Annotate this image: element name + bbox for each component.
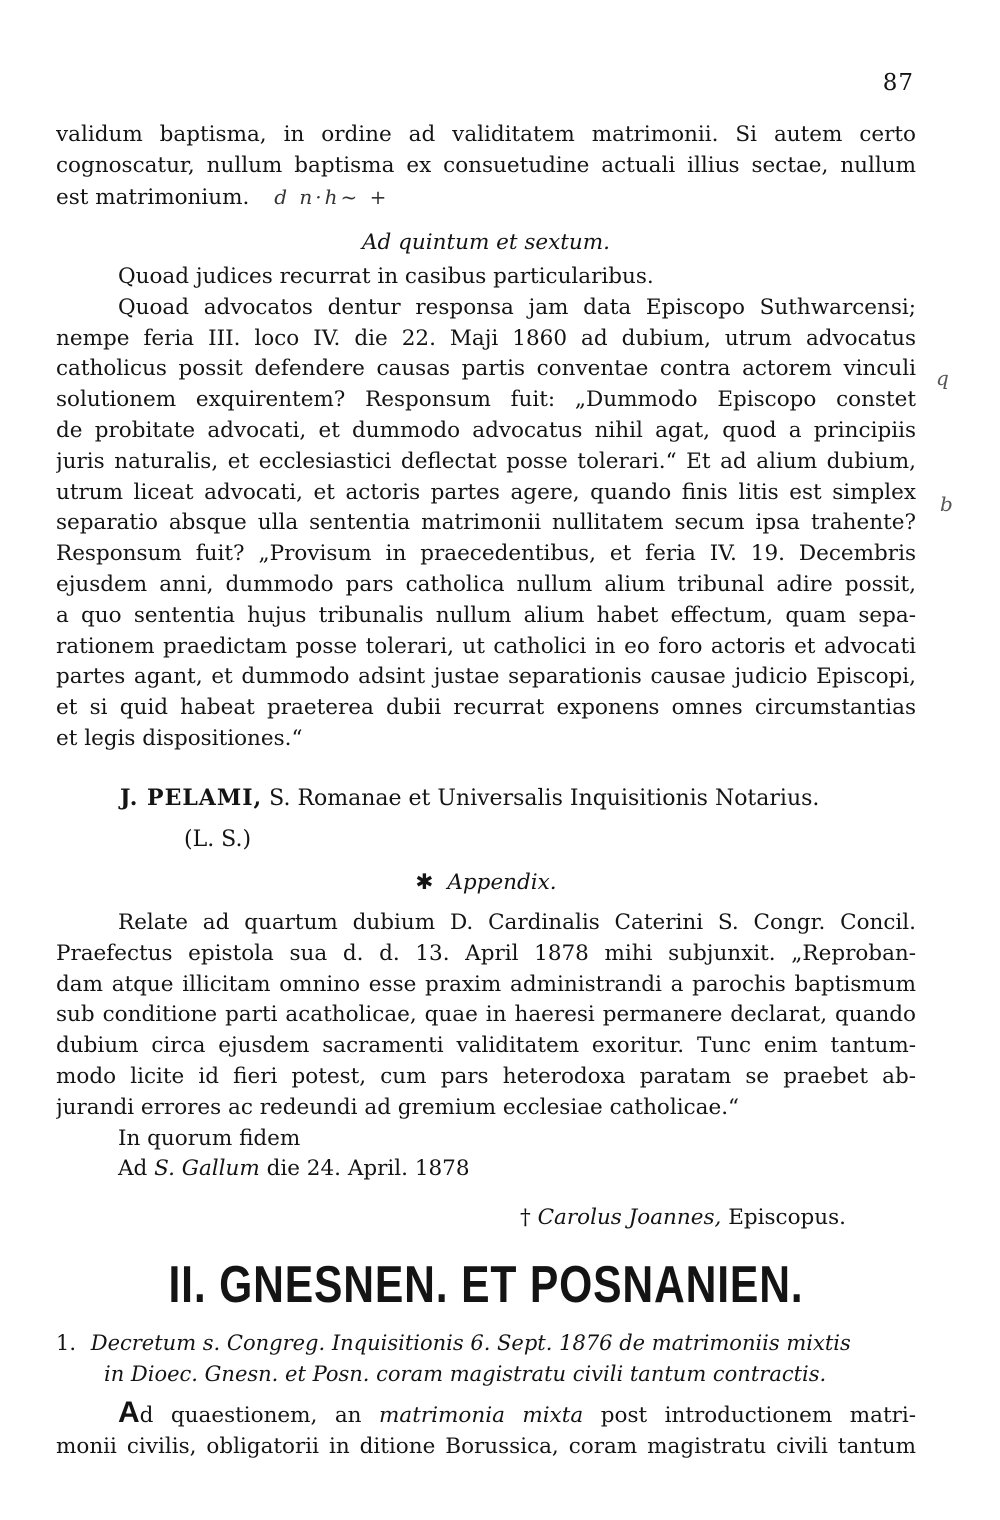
decree-text: Decretum s. Congreg. Inquisitionis 6. Sept. 1876 de matrimoniis mixtis [90, 1331, 851, 1355]
decree-line: in Dioec. Gnesn. et Posn. coram magistratu civili tantum contractis. [104, 1361, 827, 1386]
text-run: d quaestionem, an [139, 1403, 362, 1428]
handwritten-annotation: d n·h~ + [274, 184, 390, 209]
text-line [56, 182, 916, 213]
signature-line [120, 785, 819, 811]
appendix-heading [56, 868, 916, 899]
text-line: catholicus possit defendere causas partis conventae contra actorem vinculi [56, 356, 916, 382]
text-line: cognoscatur, nullum baptisma ex consuetudine actuali illius sectae, nullum [56, 152, 916, 178]
date-text: die 24. April. 1878 [266, 1156, 470, 1182]
text-line: dam atque illicitam omnino esse praxim administrandi a parochis baptismum [56, 971, 916, 997]
paragraph-quaestionem [56, 1398, 916, 1463]
text-line: monii civilis, obligatorii in ditione Borussica, coram magistratu civili tantum [56, 1434, 916, 1459]
text-line: a quo sententia hujus tribunalis nullum alium habet effectum, quam sepa- [56, 602, 916, 628]
text-line: solutionem exquirentem? Responsum fuit: „Dummodo Episcopo constet [56, 387, 916, 413]
text-line: Praefectus epistola sua d. d. 13. April 1878 mihi subjunxit. „Reproban- [56, 940, 916, 966]
bishop-title: Episcopus. [728, 1205, 847, 1230]
paragraph-appendix [56, 908, 916, 1185]
text-line: nempe feria III. loco IV. die 22. Maji 1860 ad dubium, utrum advocatus [56, 325, 916, 351]
text-line-body: est matrimonium. [56, 184, 250, 210]
text-run: post introductionem matri- [600, 1403, 916, 1428]
decree-number: 1. [56, 1331, 77, 1355]
margin-note: q [936, 366, 949, 390]
text-line: Responsum fuit? „Provisum in praecedentibus, et feria IV. 19. Decembris [56, 541, 916, 567]
text-line: et legis dispositiones.“ [56, 725, 303, 751]
bishop-signature [520, 1205, 846, 1230]
text-line: Relate ad quartum dubium D. Cardinalis Caterini S. Congr. Concil. [118, 910, 916, 935]
text-line: juris naturalis, et ecclesiastici deflectat posse tolerari.“ Et ad alium dubium, [56, 448, 916, 474]
paragraph-advocatos [56, 262, 916, 755]
text-line: de probitate advocati, et dummodo advocatus nihil agat, quod a principiis [56, 417, 916, 443]
signatory-name: J. PELAMI, [120, 785, 263, 811]
text-line: utrum liceat advocati, et actoris partes agere, quando finis litis est simplex [56, 479, 916, 505]
decree-line [56, 1328, 916, 1359]
text-line: validum baptisma, in ordine ad validitatem matrimonii. Si autem certo [56, 122, 916, 147]
text-line: dubium circa ejusdem sacramenti validitatem exoritur. Tunc enim tantum- [56, 1033, 916, 1059]
seal-mark: (L. S.) [184, 827, 252, 852]
appendix-title: Appendix. [447, 870, 557, 895]
decree-title [56, 1328, 916, 1390]
page-number: 87 [882, 70, 914, 96]
text-run-italic: matrimonia mixta [379, 1403, 584, 1428]
text-line: ejusdem anni, dummodo pars catholica nullum alium tribunal adire possit, [56, 571, 916, 597]
text-line: separatio absque ulla sententia matrimonii nullitatem secum ipsa trahente? [56, 510, 916, 536]
section-heading: II. GNESNEN. ET POSNANIEN. [168, 1256, 804, 1314]
asterisk-icon: ✱ [415, 870, 434, 895]
text-line [56, 1398, 916, 1432]
bishop-name: Carolus Joannes, [537, 1205, 722, 1230]
cross-icon: † [520, 1205, 531, 1230]
text-line: Quoad judices recurrat in casibus particularibus. [118, 264, 654, 289]
place-prefix: Ad [118, 1156, 148, 1182]
drop-cap: A [118, 1398, 140, 1429]
text-line: rationem praedictam posse tolerari, ut catholici in eo foro actoris et advocati [56, 633, 916, 659]
text-line: partes agant, et dummodo adsint justae separationis causae judicio Episcopi, [56, 664, 916, 690]
paragraph-baptisma [56, 120, 916, 212]
place-date-line [56, 1154, 916, 1185]
text-line: et si quid habeat praeterea dubii recurrat exponens omnes circumstantias [56, 695, 916, 721]
section-subheading: Ad quintum et sextum. [362, 230, 610, 255]
signatory-title: S. Romanae et Universalis Inquisitionis Notarius. [269, 786, 820, 811]
text-line: In quorum fidem [118, 1125, 301, 1151]
text-line: sub conditione parti acatholicae, quae in haeresi permanere declarat, quando [56, 1002, 916, 1028]
text-line: jurandi errores ac redeundi ad gremium ecclesiae catholicae.“ [56, 1094, 740, 1120]
text-line: Quoad advocatos dentur responsa jam data Episcopo Suthwarcensi; [118, 294, 916, 320]
margin-note: b [940, 492, 953, 516]
place-name: S. Gallum [154, 1156, 260, 1182]
text-line: modo licite id fieri potest, cum pars heterodoxa paratam se praebet ab- [56, 1063, 916, 1089]
